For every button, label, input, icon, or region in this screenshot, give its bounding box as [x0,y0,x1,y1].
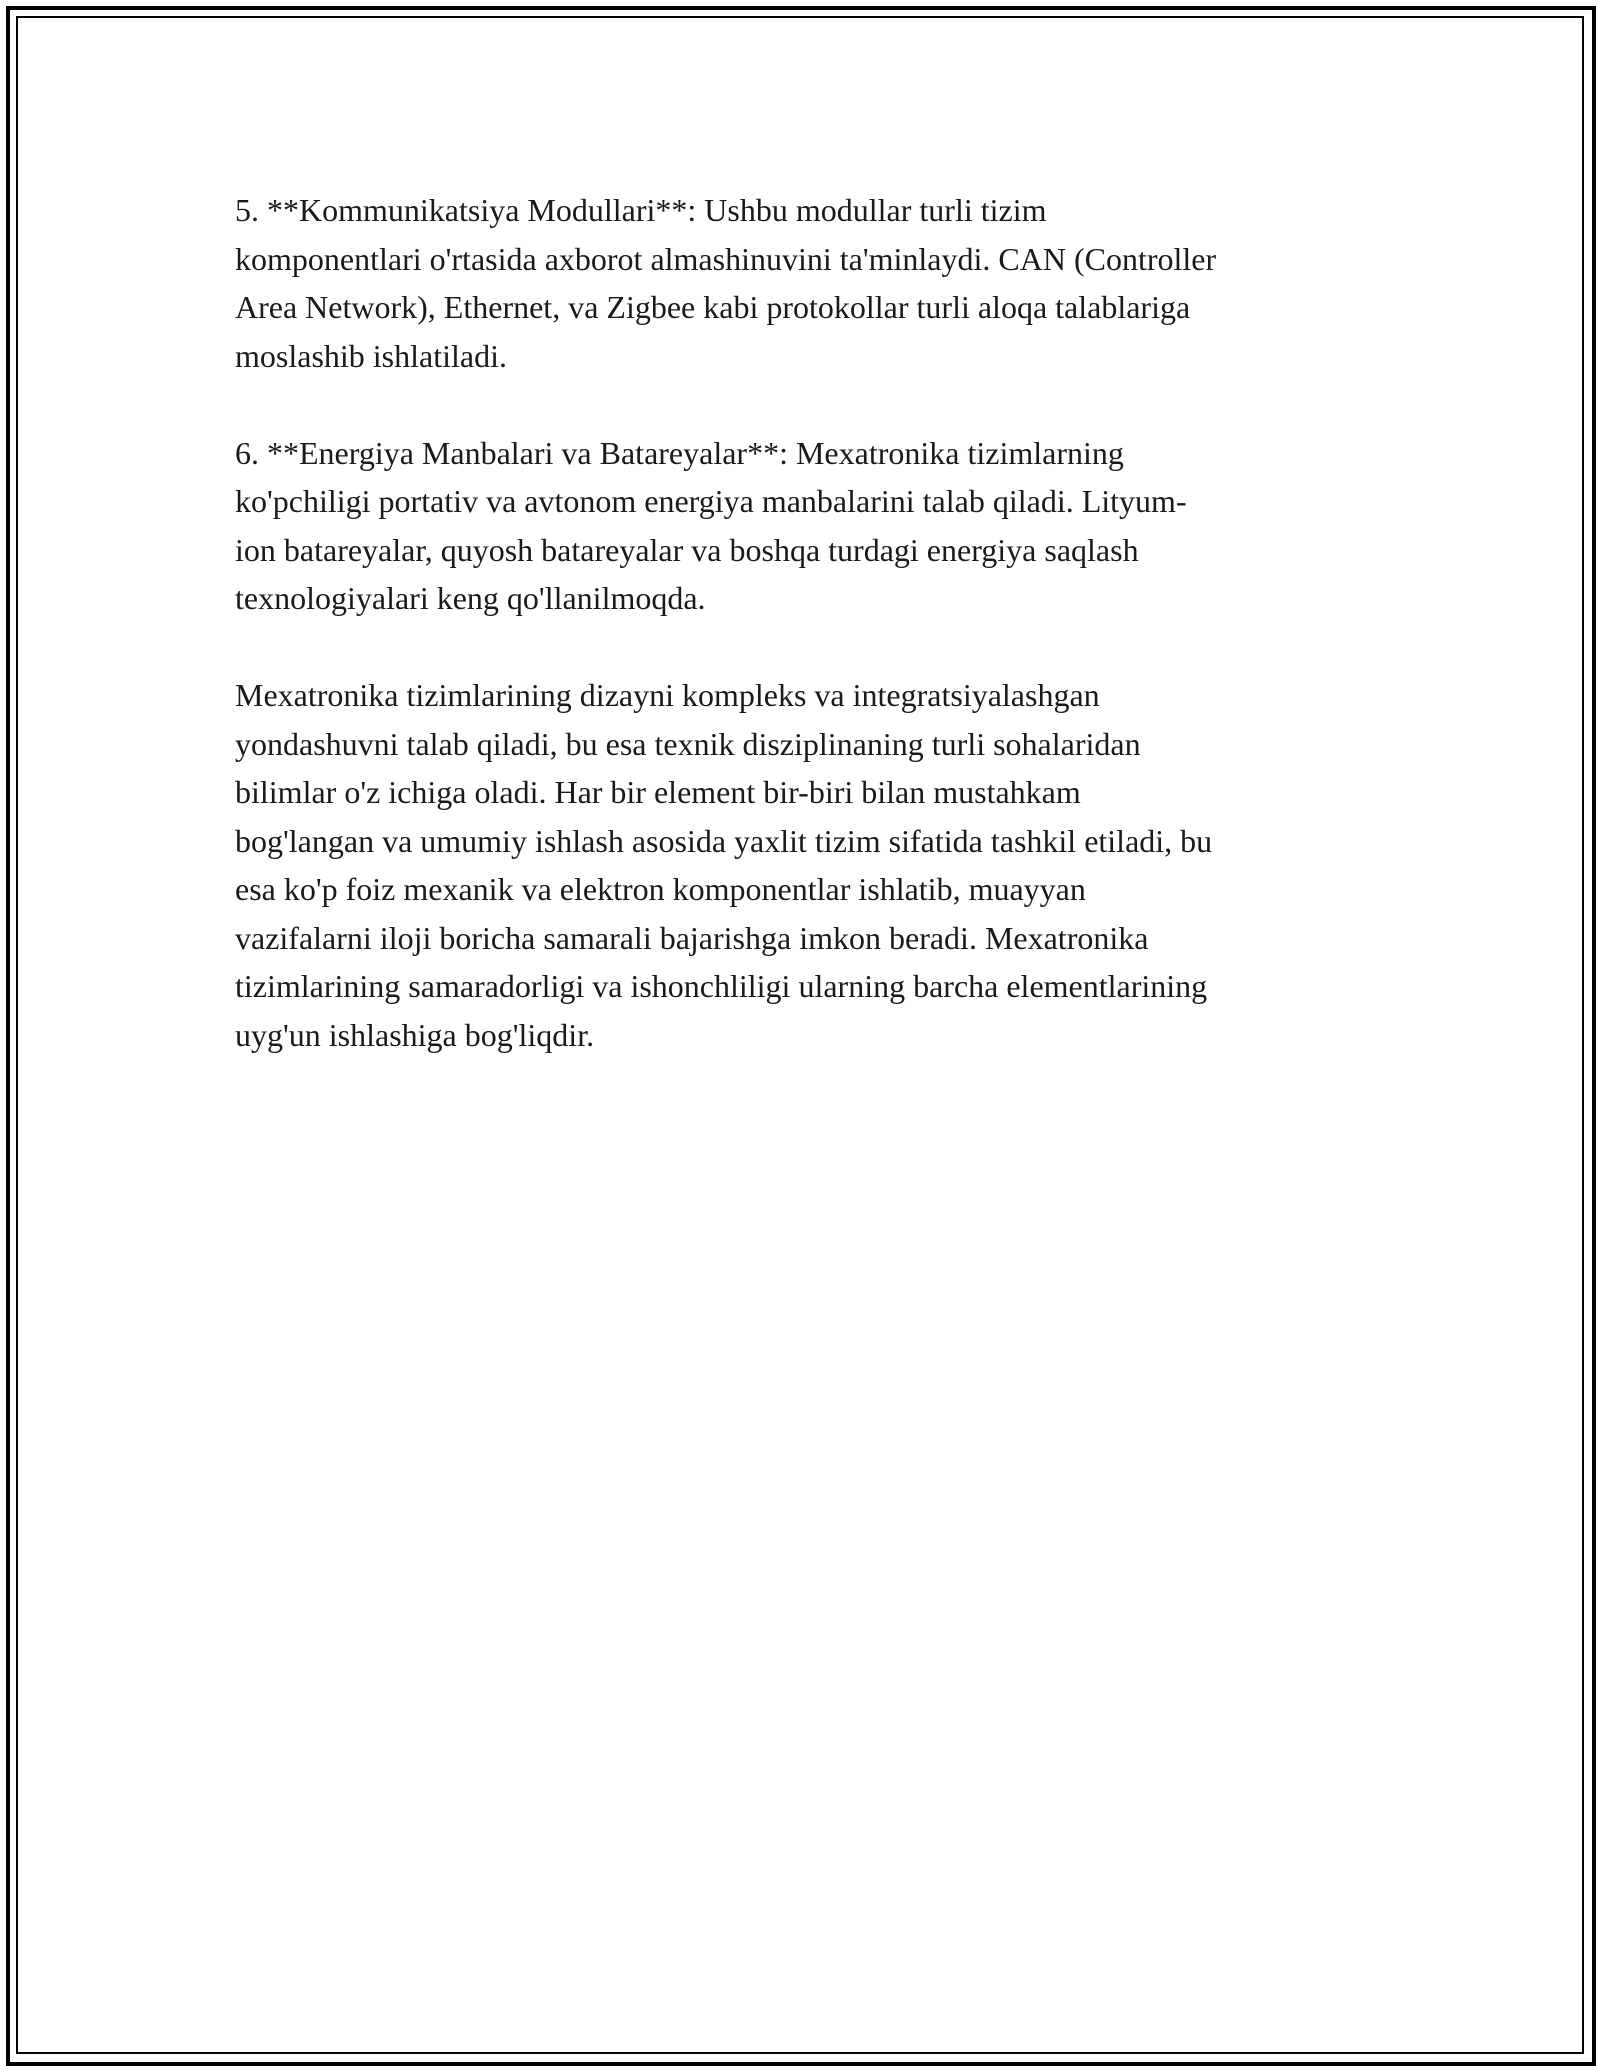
document-body [235,186,1365,1108]
paragraph-communication-modules: 5. **Kommunikatsiya Modullari**: Ushbu modullar turli tizim komponentlari o'rtasida axborot almashinuvini ta'minlaydi. CAN (Controller Area Network), Ethernet, va Zigbee kabi protokollar turli aloqa talablariga moslashib ishlatiladi. [235,192,1217,374]
paragraph-mechatronics-design: Mexatronika tizimlarining dizayni kompleks va integratsiyalashgan yondashuvni talab qiladi, bu esa texnik disziplinaning turli sohalaridan bilimlar o'z ichiga oladi. Har bir element bir-biri bilan mustahkam bog'langan va umumiy ishlash asosida yaxlit tizim sifatida tashkil etiladi, bu esa ko'p foiz mexanik va elektron komponentlar ishlatib, muayyan vazifalarni iloji boricha samarali bajarishga imkon beradi. Mexatronika tizimlarining samaradorligi va ishonchliligi ularning barcha elementlarining uyg'un ishlashiga bog'liqdir. [235,677,1213,1053]
paragraph-energy-sources: 6. **Energiya Manbalari va Batareyalar**: Mexatronika tizimlarning ko'pchiligi portativ va avtonom energiya manbalarini talab qiladi. Lityum- ion batareyalar, quyosh batareyalar va boshqa turdagi energiya saqlash texnologiyalari keng qo'llanilmoqda. [235,434,1187,616]
